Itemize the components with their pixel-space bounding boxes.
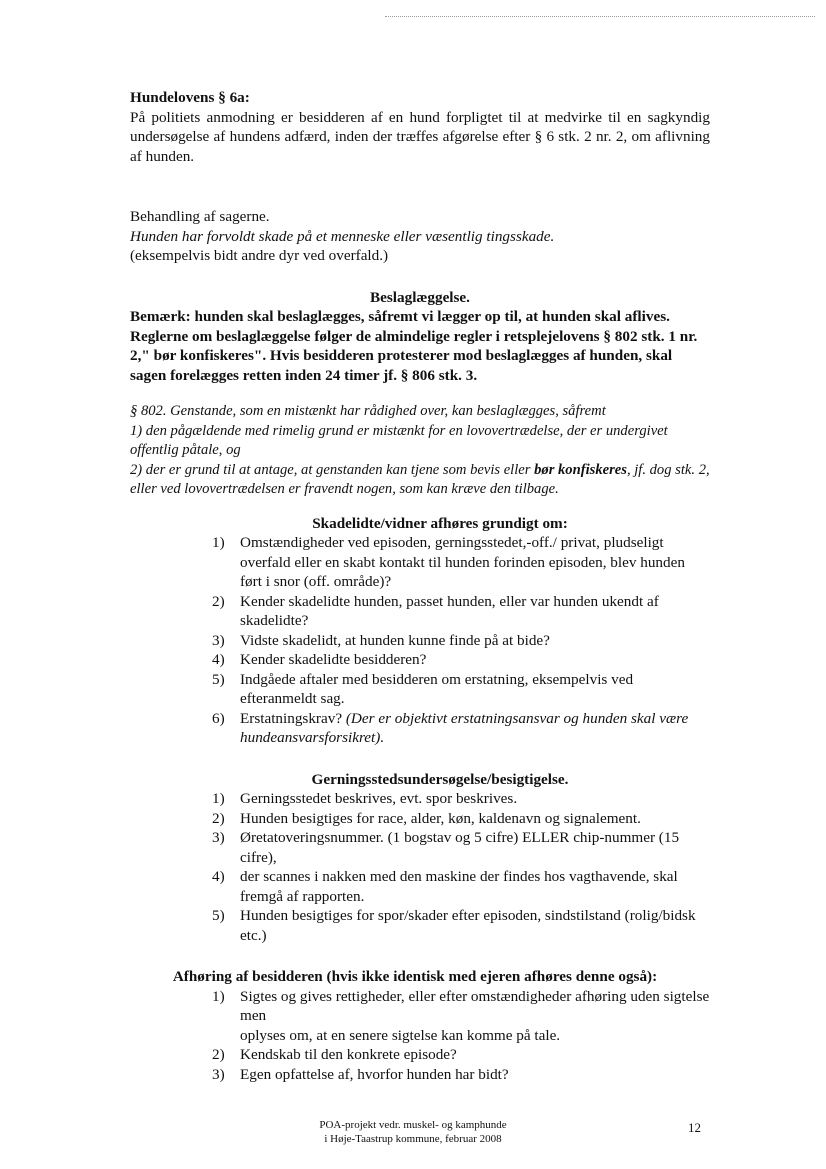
list-item: 5) Hunden besigtiges for spor/skader efter episoden, sindstilstand (rolig/bidsk etc.) <box>212 907 696 944</box>
footer-line-1: POA-projekt vedr. muskel- og kamphunde <box>319 1119 507 1131</box>
list-item: 1) Gerningsstedet beskrives, evt. spor beskrives. <box>212 790 518 807</box>
treatment-title: Behandling af sagerne. <box>130 208 270 225</box>
treatment-example: (eksempelvis bidt andre dyr ved overfald.) <box>130 247 389 264</box>
list-item: 6) Erstatningskrav? (Der er objektivt erstatningsansvar og hunden skal være hundeansvarsforsikret). <box>212 709 689 746</box>
law-title: Hundelovens § 6a: <box>130 89 250 106</box>
list-item: 3) Vidste skadelidt, at hunden kunne finde på at bide? <box>212 631 550 649</box>
header-dotted-rule <box>385 16 815 17</box>
rule-802-confiscate: bør konfiskeres <box>534 461 627 478</box>
page-footer <box>0 1118 826 1146</box>
rule-802-line1: Genstande, som en mistænkt har rådighed over, kan beslaglægges, såfremt <box>166 403 606 419</box>
law-text: På politiets anmodning er besidderen af en hund forpligtet til at medvirke til en sagkyndig undersøgelse af hundens adfærd, inden der træffes afgørelse efter § 6 stk. 2 nr. 2, om aflivning af hunden. <box>130 108 710 165</box>
list-item: 5) Indgåede aftaler med besidderen om erstatning, eksempelvis ved efteranmeldt sag. <box>212 670 634 707</box>
rule-802-lead: § 802. <box>130 403 167 419</box>
scene-list <box>130 789 710 945</box>
scene-heading: Gerningsstedsundersøgelse/besigtigelse. <box>311 770 569 788</box>
seizure-heading: Beslaglæggelse. <box>370 288 470 306</box>
list-item: 1) Sigtes og gives rettigheder, eller efter omstændigheder afhøring uden sigtelse men oplyses om, at en senere sigtelse kan komme på tale. <box>212 987 710 1044</box>
treatment-case: Hunden har forvoldt skade på et menneske eller væsentlig tingsskade. <box>130 227 555 245</box>
rule-802 <box>130 402 710 500</box>
owner-list <box>130 987 710 1085</box>
list-item: 3) Egen opfattelse af, hvorfor hunden har bidt? <box>212 1065 509 1083</box>
list-item: 2) Kendskab til den konkrete episode? <box>212 1046 457 1063</box>
list-item: 2) Hunden besigtiges for race, alder, køn, kaldenavn og signalement. <box>212 809 641 827</box>
list-item: 1) Omstændigheder ved episoden, gerningsstedet,-off./ privat, pludseligt overfald eller en skabt kontakt til hunden forinden episoden, blev hunden ført i snor (off. område)? <box>212 534 685 590</box>
page-number: 12 <box>688 1120 701 1135</box>
rule-802-item1: 1) den pågældende med rimelig grund er mistænkt for en lovovertrædelse, der er undergivet offentlig påtale, og <box>130 422 668 458</box>
owner-heading: Afhøring af besidderen (hvis ikke identisk med ejeren afhøres denne også): <box>172 968 658 985</box>
rule-802-item2: 2) der er grund til at antage, at genstanden kan tjene som bevis eller <box>130 461 535 478</box>
document-body <box>130 88 710 1084</box>
footer-line-2: i Høje-Taastrup kommune, februar 2008 <box>324 1133 502 1145</box>
list-item: 3) Øretatoveringsnummer. (1 bogstav og 5 cifre) ELLER chip-nummer (15 cifre), <box>212 829 680 866</box>
list-item: 2) Kender skadelidte hunden, passet hunden, eller var hunden ukendt af skadelidte? <box>212 592 659 629</box>
seizure-note: Bemærk: hunden skal beslaglægges, såfremt vi lægger op til, at hunden skal aflives. Reglerne om beslaglæggelse følger de almindelige regler i retsplejelovens § 802 stk. 1 nr. 2," bør konfiskeres". Hvis besidderen protesterer mod beslaglægges af hunden, skal sagen forelægges retten inden 24 timer jf. § 806 stk. 3. <box>130 308 698 384</box>
rule-802-item2-rest: , jf. dog stk. 2, eller ved lovovertrædelsen er fravendt nogen, som kan kræve den tilbage. <box>130 461 710 497</box>
list-item: 4) Kender skadelidte besidderen? <box>212 651 427 668</box>
victims-list <box>130 533 710 748</box>
list-item: 4) der scannes i nakken med den maskine der findes hos vagthavende, skal fremgå af rapporten. <box>212 868 678 905</box>
victims-heading: Skadelidte/vidner afhøres grundigt om: <box>312 514 568 532</box>
